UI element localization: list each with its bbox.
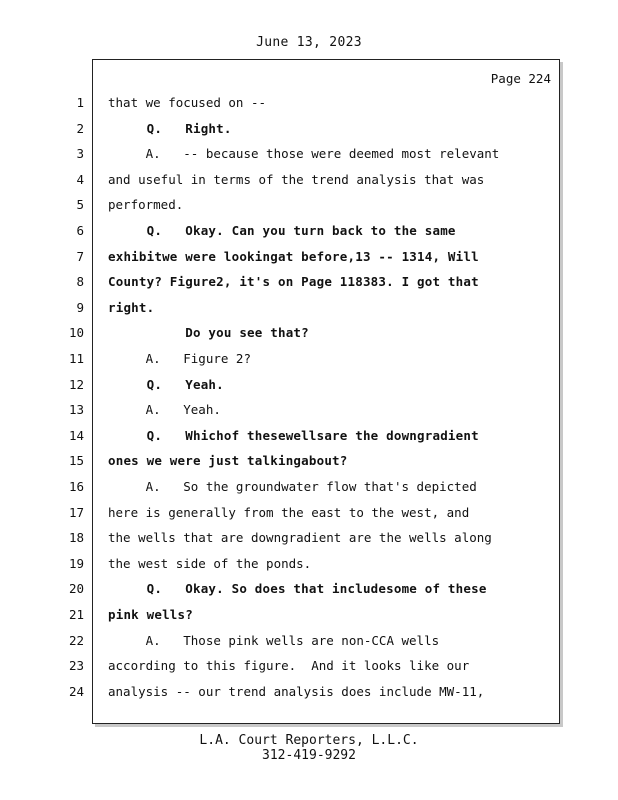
line-number: 12	[68, 376, 84, 392]
line-number: 14	[68, 427, 84, 443]
line-text: the wells that are downgradient are the wells along	[108, 530, 492, 546]
transcript-line	[0, 223, 618, 249]
line-number: 1	[76, 95, 84, 110]
line-text: Q. Yeah.	[108, 376, 224, 392]
line-number: 23	[68, 658, 84, 674]
transcript-line	[0, 402, 618, 428]
line-text: exhibitwe were lookingat before,13 -- 1314, Will	[108, 248, 479, 264]
line-number: 7	[76, 248, 84, 264]
transcript-line	[0, 479, 618, 505]
line-number: 15	[68, 453, 84, 469]
line-number: 18	[68, 530, 84, 546]
line-text: Q. Okay. So does that includesome of these	[108, 581, 487, 597]
line-number: 19	[68, 555, 84, 571]
line-text: A. Figure 2?	[108, 351, 251, 366]
transcript-line	[0, 428, 618, 454]
line-text: that we focused on --	[108, 95, 267, 110]
transcript-line	[0, 300, 618, 326]
line-number: 10	[68, 325, 84, 341]
transcript-line	[0, 633, 618, 659]
transcript-line	[0, 146, 618, 172]
transcript-line	[0, 95, 618, 121]
transcript-line	[0, 658, 618, 684]
line-number: 2	[76, 120, 84, 136]
line-text: Q. Okay. Can you turn back to the same	[108, 223, 456, 238]
reporter-phone: 312-419-9292	[262, 748, 356, 763]
line-number: 13	[68, 402, 84, 418]
line-text: pink wells?	[108, 607, 193, 622]
line-number: 8	[76, 274, 84, 290]
line-text: performed.	[108, 197, 184, 213]
reporter-company: L.A. Court Reporters, L.L.C.	[199, 733, 419, 748]
line-number: 5	[76, 197, 84, 213]
line-text: analysis -- our trend analysis does include MW-11,	[108, 683, 485, 699]
transcript-date: June 13, 2023	[256, 35, 362, 50]
line-number: 6	[76, 223, 84, 238]
line-text: right.	[108, 299, 155, 315]
line-text: here is generally from the east to the west, and	[108, 504, 470, 520]
transcript-line	[0, 274, 618, 300]
line-text: A. Those pink wells are non-CCA wells	[108, 632, 440, 648]
line-text: County? Figure2, it's on Page 118383. I got that	[108, 274, 479, 290]
transcript-line	[0, 172, 618, 198]
transcript-line	[0, 505, 618, 531]
line-number: 4	[76, 171, 84, 187]
transcript-line	[0, 249, 618, 275]
transcript-line	[0, 684, 618, 710]
line-number: 21	[68, 607, 84, 622]
line-text: the west side of the ponds.	[108, 555, 312, 571]
transcript-line	[0, 556, 618, 582]
line-number: 22	[68, 632, 84, 648]
line-text: Q. Right.	[108, 120, 232, 136]
line-text: Q. Whichof thesewellsare the downgradient	[108, 427, 479, 443]
line-text: A. So the groundwater flow that's depicted	[108, 479, 477, 494]
page-number: Page 224	[490, 71, 551, 86]
line-text: ones we were just talkingabout?	[108, 453, 348, 469]
transcript-line	[0, 607, 618, 633]
line-text: A. Yeah.	[108, 402, 221, 418]
line-text: A. -- because those were deemed most relevant	[108, 146, 500, 162]
line-number: 11	[68, 351, 84, 366]
transcript-line	[0, 581, 618, 607]
transcript-line	[0, 530, 618, 556]
line-number: 3	[76, 146, 84, 162]
line-number: 20	[68, 581, 84, 597]
transcript-line	[0, 121, 618, 147]
line-number: 17	[68, 504, 84, 520]
transcript-line	[0, 453, 618, 479]
line-number: 9	[76, 299, 84, 315]
transcript-line	[0, 197, 618, 223]
line-text: Do you see that?	[108, 325, 309, 341]
line-number: 24	[68, 683, 84, 699]
transcript-line	[0, 325, 618, 351]
line-number: 16	[68, 479, 84, 494]
line-text: according to this figure. And it looks like our	[108, 658, 470, 674]
line-text: and useful in terms of the trend analysis that was	[108, 171, 485, 187]
transcript-line	[0, 351, 618, 377]
transcript-line	[0, 377, 618, 403]
